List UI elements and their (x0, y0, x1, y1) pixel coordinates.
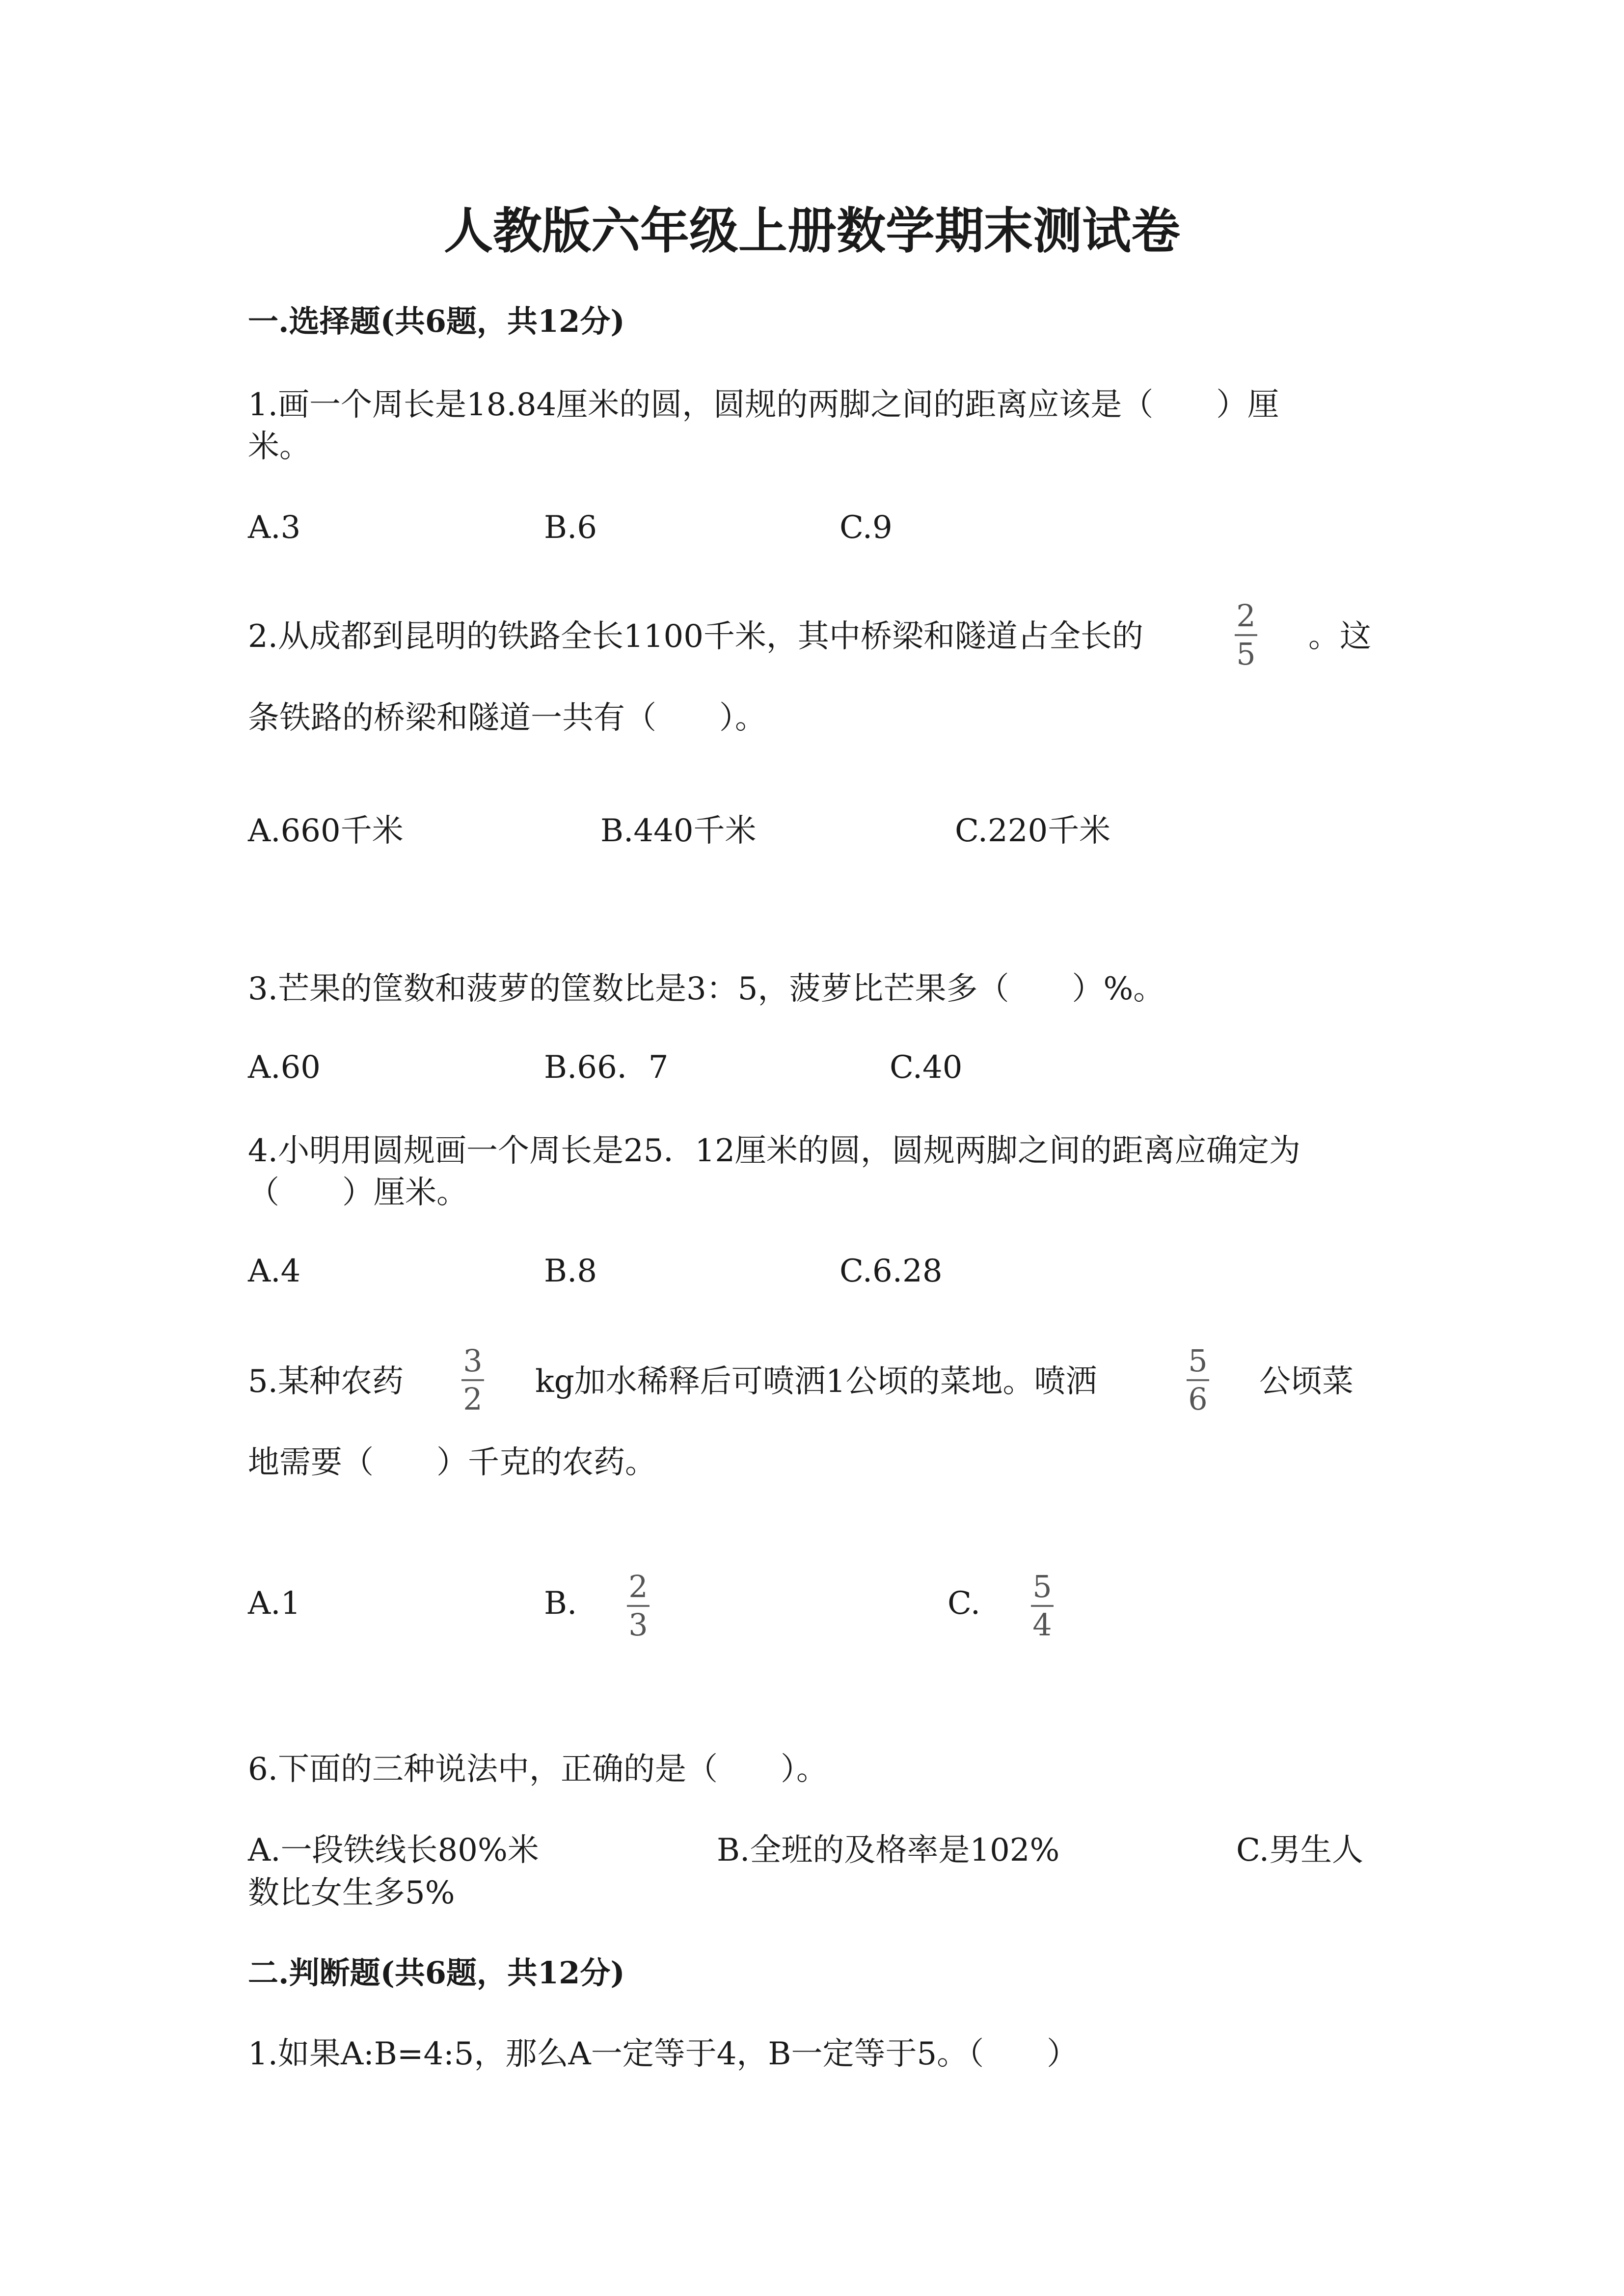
question-2-option-a: A.660千米 (248, 813, 404, 849)
question-2-fraction (1229, 600, 1263, 670)
question-5-fraction-2 (1181, 1345, 1215, 1415)
question-6-option-c-continued: 数比女生多5% (248, 1875, 455, 1911)
question-4-line2: （ ）厘米。 (248, 1175, 468, 1211)
question-1-option-a: A.3 (248, 509, 301, 546)
question-2-line2: 条铁路的桥梁和隧道一共有（ ）。 (248, 700, 766, 736)
question-3-option-b: B.66．7 (544, 1049, 669, 1086)
question-5-option-c: C. (947, 1585, 981, 1622)
question-4-option-a: A.4 (248, 1253, 301, 1289)
question-5-line1-middle: kg加水稀释后可喷洒1公顷的菜地。喷洒 (535, 1363, 1097, 1400)
question-6-option-a: A.一段铁线长80%米 (248, 1832, 539, 1869)
question-2-line1: 2.从成都到昆明的铁路全长1100千米，其中桥梁和隧道占全长的 (248, 618, 1143, 655)
question-3-option-c: C.40 (890, 1049, 963, 1086)
fraction-numerator: 5 (1032, 1569, 1052, 1604)
page-title: 人教版六年级上册数学期末测试卷 (444, 202, 1180, 260)
fraction-denominator: 4 (1032, 1607, 1052, 1643)
question-1-line2: 米。 (248, 428, 311, 465)
question-3-option-a: A.60 (248, 1049, 321, 1086)
fraction-denominator: 2 (463, 1381, 483, 1417)
question-6-option-b: B.全班的及格率是102% (717, 1832, 1060, 1869)
fraction-numerator: 5 (1188, 1343, 1208, 1379)
question-5-line2: 地需要（ ）千克的农药。 (248, 1444, 656, 1481)
fraction-numerator: 2 (1236, 598, 1256, 634)
fraction-numerator: 2 (628, 1569, 648, 1604)
question-3-line1: 3.芒果的筐数和菠萝的筐数比是3：5，菠萝比芒果多（ ）%。 (248, 971, 1165, 1007)
question-4-option-c: C.6.28 (839, 1253, 943, 1289)
section-heading-choice: 一.选择题(共6题，共12分) (248, 303, 625, 339)
question-5-option-a: A.1 (248, 1585, 301, 1622)
question-6-line1: 6.下面的三种说法中，正确的是（ ）。 (248, 1751, 828, 1788)
judgment-question-1: 1.如果A:B=4:5，那么A一定等于4，B一定等于5。（ ） (248, 2036, 1079, 2072)
question-4-option-b: B.8 (544, 1253, 597, 1289)
fraction-numerator: 3 (463, 1343, 483, 1379)
question-2-line1-end: 。这 (1308, 618, 1371, 655)
fraction-denominator: 3 (628, 1607, 648, 1643)
question-1-option-b: B.6 (544, 509, 597, 546)
question-4-line1: 4.小明用圆规画一个周长是25．12厘米的圆，圆规两脚之间的距离应确定为 (248, 1133, 1300, 1169)
question-5-option-c-fraction (1025, 1571, 1059, 1641)
fraction-denominator: 6 (1188, 1381, 1208, 1417)
fraction-denominator: 5 (1236, 636, 1256, 672)
question-5-option-b: B. (544, 1585, 577, 1622)
question-5-line1-end: 公顷菜 (1259, 1363, 1353, 1400)
question-1-line1: 1.画一个周长是18.84厘米的圆，圆规的两脚之间的距离应该是（ ）厘 (248, 387, 1279, 423)
question-5-line1-start: 5.某种农药 (248, 1363, 404, 1400)
question-1-option-c: C.9 (839, 509, 893, 546)
question-5-option-b-fraction (621, 1571, 655, 1641)
question-5-fraction-1 (456, 1345, 490, 1415)
question-6-option-c: C.男生人 (1236, 1832, 1364, 1869)
section-heading-judgment: 二.判断题(共6题，共12分) (248, 1955, 625, 1991)
question-2-option-c: C.220千米 (955, 813, 1111, 849)
question-2-option-b: B.440千米 (600, 813, 757, 849)
